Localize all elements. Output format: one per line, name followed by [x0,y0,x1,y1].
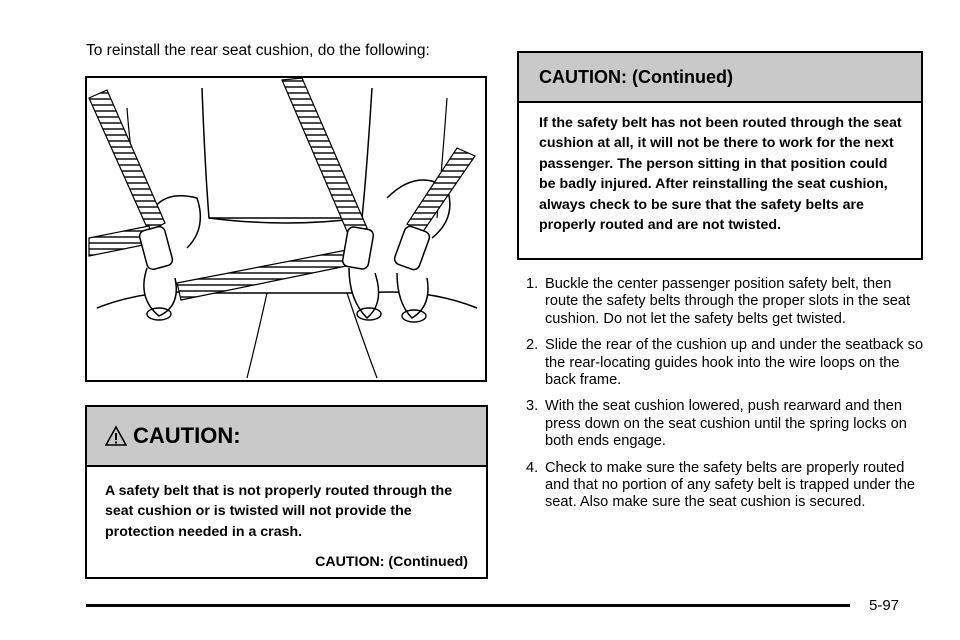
footer-rule [86,604,850,607]
caution-continued-header [519,53,921,103]
step-text: Check to make sure the safety belts are properly routed and that no portion of any safety belt is trapped under the seat. Also make sure the seat cushion is secured. [545,459,915,511]
caution-body [87,467,486,573]
seat-cushion-drawing [87,78,485,380]
step-number: 4. [526,459,539,476]
step-number: 3. [526,398,539,415]
step-text: With the seat cushion lowered, push rearward and then press down on the seat cushion until the spring locks on both ends engage. [545,398,907,450]
caution-header [87,407,486,467]
step-item [526,398,926,450]
warning-triangle-icon [105,425,127,447]
caution-continued-text: If the safety belt has not been routed through the seat cushion at all, it will not be there to work for the next passenger. The person sitting in that position could be badly injured. After reinstalling the seat cushion, always check to be sure that the safety belts are properly routed and are not twisted. [539,115,902,234]
caution-continued-label: CAUTION: (Continued) [315,554,468,571]
caution-text: A safety belt that is not properly routed through the seat cushion or is twisted will not provide the protection needed in a crash. [105,483,453,540]
step-text: Buckle the center passenger position safety belt, then route the safety belts through the proper slots in the seat cushion. Do not let the safety belts get twisted. [545,276,911,327]
caution-continued-box [517,51,923,260]
instruction-steps [526,276,926,521]
step-text: Slide the rear of the cushion up and under the seatback so the rear-locating guides hook into the wire loops on the back frame. [545,337,924,389]
step-number: 2. [526,337,539,354]
page-number: 5-97 [869,597,900,614]
intro-text: To reinstall the rear seat cushion, do the following: [86,42,430,59]
step-item [526,460,926,512]
step-number: 1. [526,276,539,292]
step-item [526,337,926,389]
seat-belt-illustration [85,76,487,382]
caution-heading: CAUTION: [133,423,241,448]
caution-continued-body [519,103,921,235]
step-item [526,276,926,328]
caution-box [85,405,488,579]
caution-continued-heading: CAUTION: (Continued) [539,66,733,87]
